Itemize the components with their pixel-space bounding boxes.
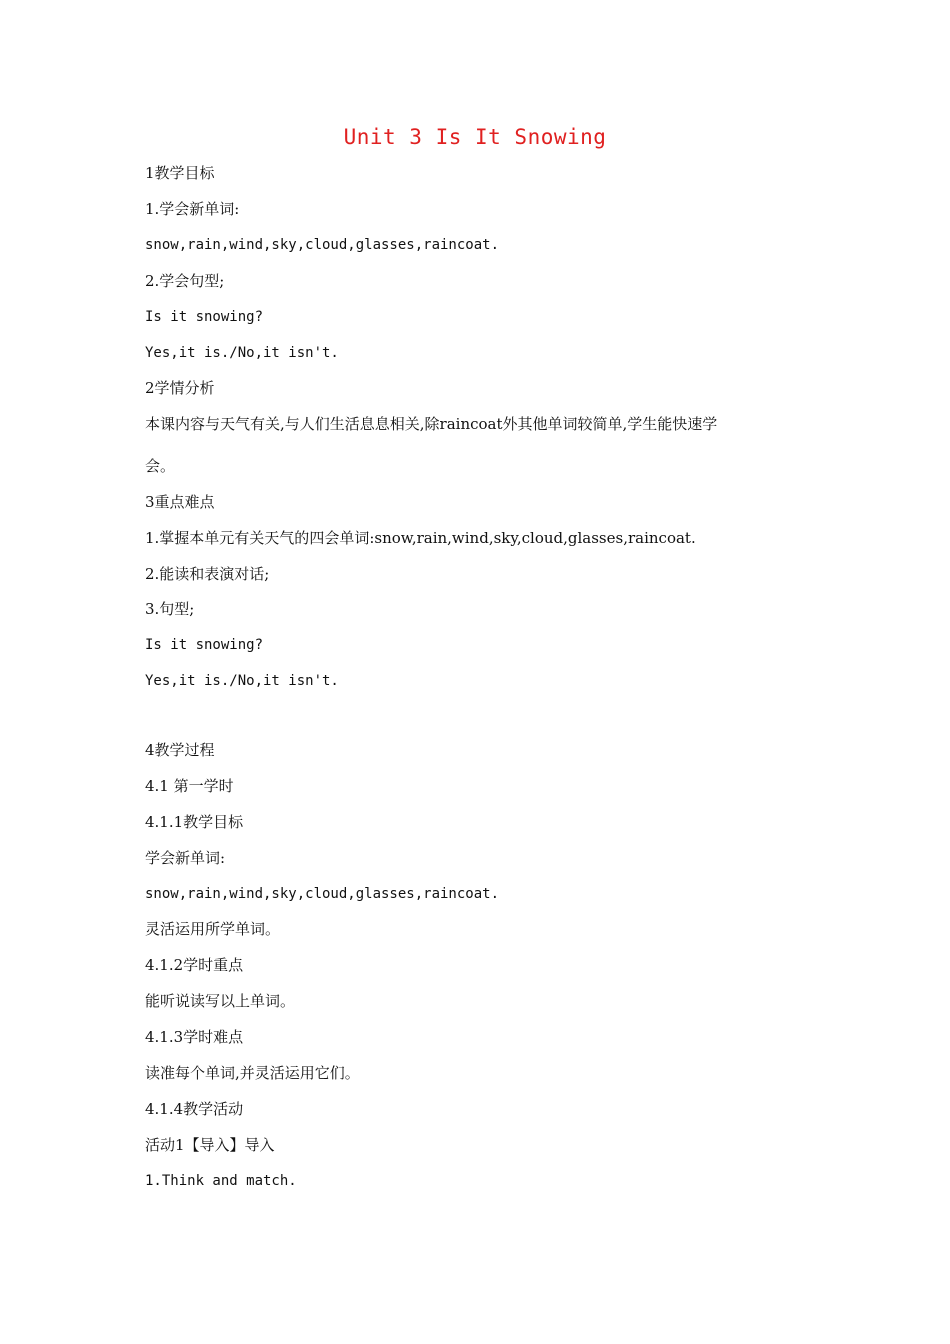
text-line: 4.1.1教学目标 [145,813,244,831]
text-line: 4.1.3学时难点 [145,1028,244,1046]
text-line: 本课内容与天气有关,与人们生活息息相关,除raincoat外其他单词较简单,学生能快速学 [145,415,718,433]
text-line: Yes,it is./No,it isn't. [145,673,339,689]
text-line: snow,rain,wind,sky,cloud,glasses,raincoat. [145,237,500,253]
section-heading-teaching-goals: 1教学目标 [145,164,215,182]
text-line: Is it snowing? [145,637,264,653]
text-line: snow,rain,wind,sky,cloud,glasses,raincoat. [145,886,500,902]
text-line: 1.Think and match. [145,1173,297,1189]
document-title: Unit 3 Is It Snowing [343,125,607,149]
text-line: 1.学会新单词: [145,200,240,218]
text-line: 1.掌握本单元有关天气的四会单词:snow,rain,wind,sky,cloud,glasses,raincoat. [145,529,696,547]
text-line: 2.能读和表演对话; [145,565,270,583]
text-line: Yes,it is./No,it isn't. [145,345,339,361]
text-line: 读准每个单词,并灵活运用它们。 [145,1064,360,1082]
section-heading-key-points: 3重点难点 [145,493,215,511]
text-line: 4.1 第一学时 [145,777,234,795]
text-line: 4.1.2学时重点 [145,956,244,974]
text-line: 活动1【导入】导入 [145,1136,275,1154]
text-line: 2.学会句型; [145,272,225,290]
text-line: 会。 [145,457,176,475]
text-line: 3.句型; [145,600,195,618]
text-line: 能听说读写以上单词。 [145,992,296,1010]
text-line: 灵活运用所学单词。 [145,920,281,938]
text-line: 4.1.4教学活动 [145,1100,244,1118]
text-line: Is it snowing? [145,309,264,325]
section-heading-analysis: 2学情分析 [145,379,215,397]
section-heading-teaching-process: 4教学过程 [145,741,215,759]
text-line: 学会新单词: [145,849,226,867]
